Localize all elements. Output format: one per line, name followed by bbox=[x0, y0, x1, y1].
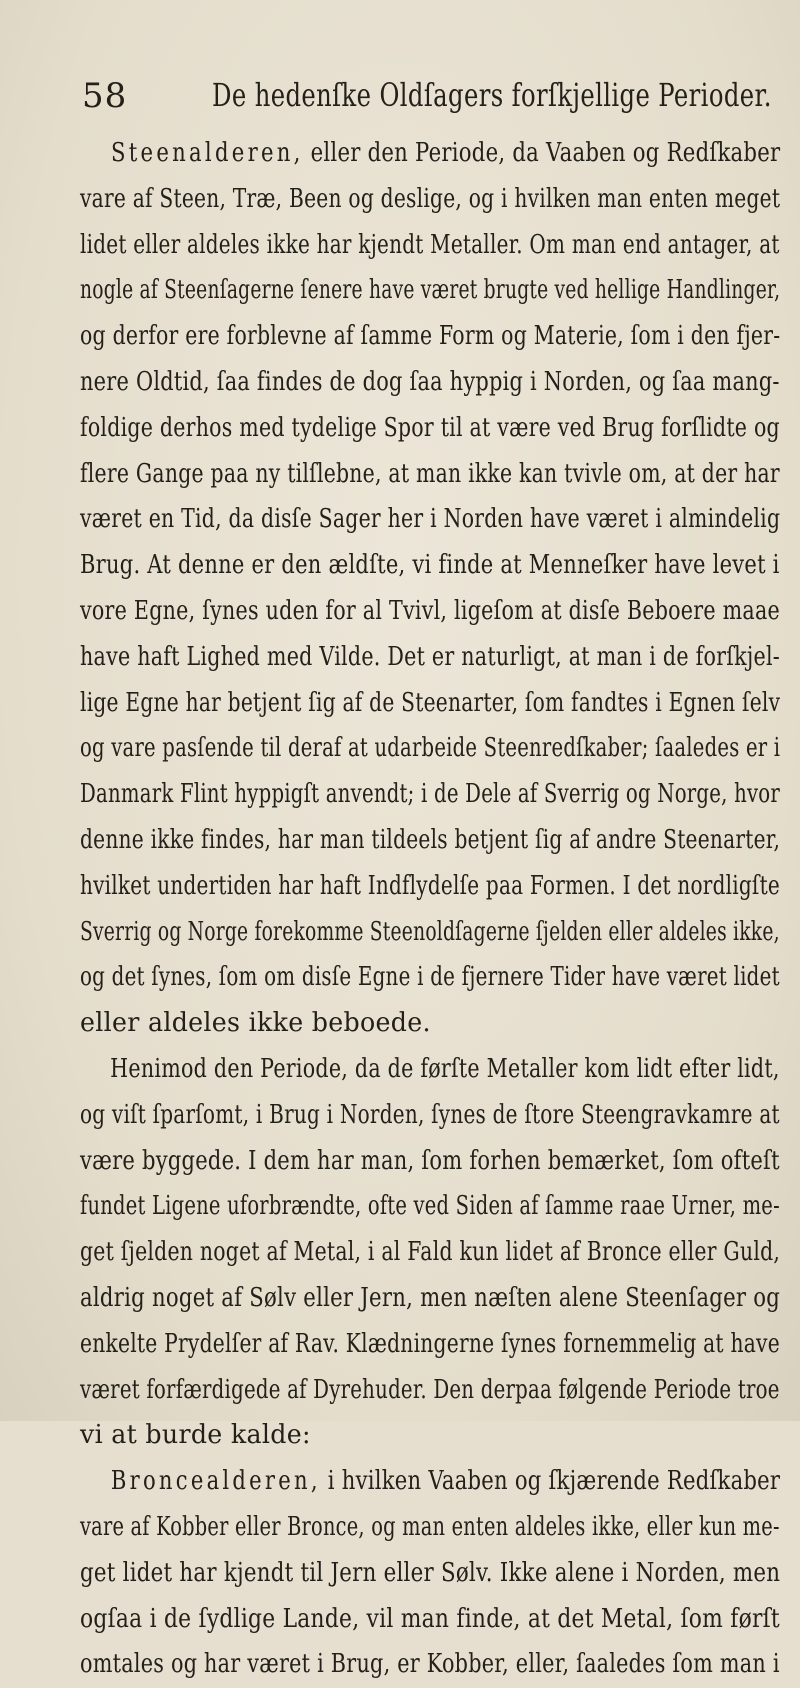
line-text: enkelte Prydelſer af Rav. Klædningerne ſynes fornemmelig at have bbox=[80, 1328, 780, 1359]
text-line bbox=[80, 726, 781, 772]
text-line bbox=[80, 497, 781, 543]
line-text: hvilket undertiden har haft Indflydelſe paa Formen. I det nordligſte bbox=[80, 870, 780, 901]
text-line bbox=[80, 1139, 780, 1185]
text-line bbox=[80, 635, 781, 681]
line-text: have haft Lighed med Vilde. Det er naturligt, at man i de forſkjel- bbox=[80, 641, 781, 672]
text-line bbox=[80, 864, 780, 910]
line-text: eller den Periode, da Vaaben og Redſkaber bbox=[303, 138, 781, 168]
text-line bbox=[80, 1276, 781, 1322]
line-text: fundet Ligene uforbrændte, ofte ved Siden af ſamme raae Urner, me- bbox=[80, 1191, 780, 1222]
text-line bbox=[80, 268, 781, 314]
line-text: nogle af Steenſagerne ſenere have været brugte ved hellige Handlinger, bbox=[80, 275, 781, 306]
text-line bbox=[80, 406, 780, 452]
text-line bbox=[80, 1642, 780, 1688]
page-header bbox=[82, 70, 772, 120]
text-line bbox=[80, 772, 781, 818]
text-line bbox=[80, 1322, 780, 1368]
line-text: været forfærdigede af Dyrehuder. Den derpaa følgende Periode troe bbox=[80, 1374, 780, 1405]
line-text: og derfor ere forblevne af ſamme Form og Materie, ſom i den fjer- bbox=[80, 321, 781, 352]
body-text bbox=[80, 131, 800, 1688]
text-line bbox=[80, 1459, 781, 1505]
line-text: og det ſynes, ſom om disſe Egne i de fjernere Tider have været lidet bbox=[80, 962, 780, 993]
text-line bbox=[80, 1047, 780, 1093]
spaced-term: Broncealderen, bbox=[110, 1466, 321, 1497]
text-line bbox=[80, 1230, 781, 1276]
line-text: og viſt ſparſomt, i Brug i Norden, ſynes de ſtore Steengravkamre at bbox=[80, 1099, 780, 1130]
line-text: og vare pasſende til deraf at udarbeide Steenredſkaber; ſaaledes er i bbox=[80, 733, 781, 764]
text-line bbox=[80, 1093, 780, 1139]
text-line bbox=[80, 223, 780, 269]
line-text: aldrig noget af Sølv eller Jern, men næſten alene Steenſager og bbox=[80, 1282, 781, 1313]
line-text: get ſjelden noget af Metal, i al Fald kun lidet af Bronce eller Guld, bbox=[80, 1237, 781, 1268]
running-head: De hedenſke Oldſagers forſkjellige Perioder. bbox=[212, 76, 772, 114]
text-line bbox=[80, 1368, 780, 1414]
text-line bbox=[80, 589, 780, 635]
line-text: Henimod den Periode, da de førſte Metaller kom lidt efter lidt, bbox=[110, 1053, 780, 1084]
text-line bbox=[80, 1413, 780, 1459]
text-line bbox=[80, 360, 780, 406]
text-line bbox=[80, 1505, 780, 1551]
text-line bbox=[80, 177, 781, 223]
text-line bbox=[80, 131, 781, 177]
spaced-term: Steenalderen, bbox=[110, 138, 304, 168]
line-text: omtales og har været i Brug, er Kobber, eller, ſaaledes ſom man i bbox=[80, 1649, 780, 1680]
text-line bbox=[80, 1001, 780, 1047]
text-line bbox=[80, 314, 781, 360]
line-text: vare af Steen, Træ, Been og deslige, og i hvilken man enten meget bbox=[80, 183, 781, 214]
line-text: vi at burde kalde: bbox=[80, 1420, 311, 1451]
line-text: været en Tid, da disſe Sager her i Norden have været i almindelig bbox=[80, 504, 781, 535]
line-text: lidet eller aldeles ikke har kjendt Metaller. Om man end antager, at bbox=[80, 229, 780, 260]
line-text: get lidet har kjendt til Jern eller Sølv. Ikke alene i Norden, men bbox=[80, 1557, 781, 1588]
line-text: lige Egne har betjent ſig af de Steenarter, ſom fandtes i Egnen ſelv bbox=[80, 687, 781, 718]
line-text: ogſaa i de ſydlige Lande, vil man finde, at det Metal, ſom førſt bbox=[80, 1603, 780, 1634]
text-line bbox=[80, 1597, 780, 1643]
text-line bbox=[80, 681, 781, 727]
line-text: Sverrig og Norge forekomme Steenoldſagerne ſjelden eller aldeles ikke, bbox=[80, 916, 780, 947]
line-text: flere Gange paa ny tilſlebne, at man ikke kan tvivle om, at der har bbox=[80, 458, 780, 489]
line-text: eller aldeles ikke beboede. bbox=[80, 1008, 431, 1039]
page-number: 58 bbox=[82, 76, 128, 116]
line-text: Danmark Flint hyppigſt anvendt; i de Dele af Sverrig og Norge, hvor bbox=[80, 779, 781, 810]
text-line bbox=[80, 910, 780, 956]
text-line bbox=[80, 955, 780, 1001]
line-text: foldige derhos med tydelige Spor til at være ved Brug forſlidte og bbox=[80, 412, 780, 443]
text-line bbox=[80, 452, 780, 498]
line-text: være byggede. I dem har man, ſom forhen bemærket, ſom ofteſt bbox=[80, 1145, 780, 1176]
line-text: nere Oldtid, ſaa findes de dog ſaa hyppig i Norden, og ſaa mang- bbox=[80, 366, 780, 397]
text-line bbox=[80, 1184, 780, 1230]
text-line bbox=[80, 543, 780, 589]
line-text: i hvilken Vaaben og ſkjærende Redſkaber bbox=[320, 1466, 781, 1497]
line-text: vore Egne, ſynes uden for al Tvivl, ligeſom at disſe Beboere maae bbox=[80, 595, 780, 626]
line-text: denne ikke findes, har man tildeels betjent ſig af andre Steenarter, bbox=[80, 824, 781, 855]
line-text: Brug. At denne er den ældſte, vi finde at Menneſker have levet i bbox=[80, 550, 780, 581]
text-line bbox=[80, 818, 781, 864]
line-text: vare af Kobber eller Bronce, og man enten aldeles ikke, eller kun me- bbox=[80, 1511, 780, 1542]
text-line bbox=[80, 1551, 781, 1597]
